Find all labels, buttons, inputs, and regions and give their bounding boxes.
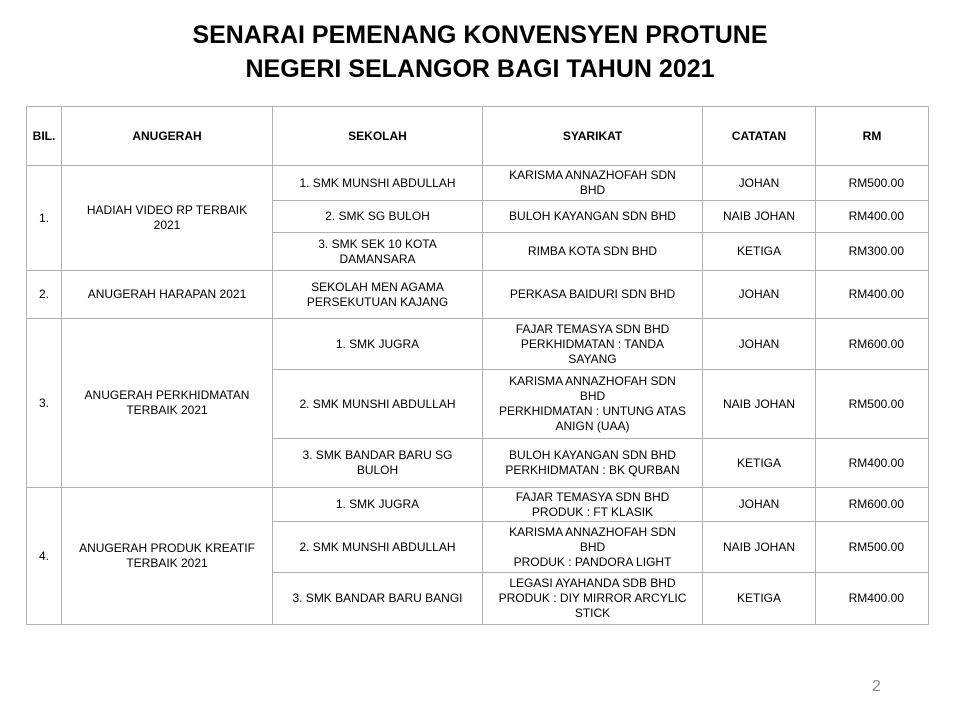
sekolah-cell-line: SEKOLAH MEN AGAMA <box>311 279 444 294</box>
syarikat-cell <box>483 488 703 522</box>
sekolah-cell <box>273 233 483 271</box>
header-sekolah: SEKOLAH <box>273 107 483 166</box>
syarikat-cell <box>483 522 703 573</box>
anugerah-cell-line: ANUGERAH PRODUK KREATIF <box>79 541 255 555</box>
syarikat-cell-line: FAJAR TEMASYA SDN BHD <box>515 321 670 336</box>
sekolah-cell <box>273 573 483 625</box>
rm-cell: RM400.00 <box>816 573 929 625</box>
rm-cell: RM600.00 <box>816 319 929 370</box>
anugerah-cell <box>62 166 273 271</box>
catatan-cell: JOHAN <box>703 271 816 319</box>
header-anugerah: ANUGERAH <box>62 107 273 166</box>
syarikat-cell-line: PERKHIDMATAN : TANDA <box>520 336 665 351</box>
syarikat-cell <box>483 201 703 233</box>
catatan-cell: JOHAN <box>703 488 816 522</box>
catatan-cell: JOHAN <box>703 166 816 201</box>
header-bil: BIL. <box>27 107 62 166</box>
table-row <box>27 271 929 319</box>
rm-cell: RM500.00 <box>816 370 929 439</box>
anugerah-cell-line: 2021 <box>153 218 181 232</box>
bil-cell: 2. <box>27 271 62 319</box>
sekolah-cell <box>273 319 483 370</box>
syarikat-cell <box>483 370 703 439</box>
sekolah-cell-line: PERSEKUTUAN KAJANG <box>306 294 449 309</box>
sekolah-cell-line: 2. SMK MUNSHI ABDULLAH <box>299 396 456 411</box>
syarikat-cell <box>483 439 703 488</box>
syarikat-cell-line: ANIGN (UAA) <box>555 419 630 433</box>
catatan-cell: KETIGA <box>703 439 816 488</box>
sekolah-cell <box>273 439 483 488</box>
syarikat-cell-line: BULOH KAYANGAN SDN BHD <box>509 448 676 462</box>
table-row <box>27 166 929 201</box>
syarikat-cell <box>483 319 703 370</box>
rm-cell: RM300.00 <box>816 233 929 271</box>
page-number: 2 <box>872 678 881 695</box>
anugerah-cell-line: ANUGERAH HARAPAN 2021 <box>87 287 247 301</box>
header-syarikat: SYARIKAT <box>483 107 703 166</box>
table-body <box>27 166 929 625</box>
syarikat-cell-line: SAYANG <box>568 351 617 366</box>
catatan-cell: KETIGA <box>703 233 816 271</box>
syarikat-cell-line: PRODUK : DIY MIRROR ARCYLIC <box>498 591 687 605</box>
rm-cell: RM500.00 <box>816 166 929 201</box>
anugerah-cell-line: TERBAIK 2021 <box>126 556 208 570</box>
table-header-row <box>27 107 929 166</box>
catatan-cell: NAIB JOHAN <box>703 522 816 573</box>
page-title <box>0 18 960 86</box>
syarikat-cell-line: STICK <box>574 606 611 620</box>
title-line-2: NEGERI SELANGOR BAGI TAHUN 2021 <box>245 55 715 83</box>
syarikat-cell-line: PERKASA BAIDURI SDN BHD <box>509 287 676 301</box>
syarikat-cell-line: KARISMA ANNAZHOFAH SDN <box>509 374 676 388</box>
syarikat-cell-line: RIMBA KOTA SDN BHD <box>527 244 658 258</box>
syarikat-cell-line: FAJAR TEMASYA SDN BHD <box>515 489 670 504</box>
bil-cell: 1. <box>27 166 62 271</box>
catatan-cell: KETIGA <box>703 573 816 625</box>
bil-cell: 3. <box>27 319 62 488</box>
syarikat-cell-line: BHD <box>579 539 606 554</box>
anugerah-cell-line: TERBAIK 2021 <box>126 403 208 417</box>
sekolah-cell-line: 2. SMK MUNSHI ABDULLAH <box>299 539 456 554</box>
anugerah-cell-line: ANUGERAH PERKHIDMATAN <box>84 388 250 402</box>
table-row <box>27 319 929 370</box>
sekolah-cell-line: 3. SMK SEK 10 KOTA <box>318 236 437 251</box>
catatan-cell: JOHAN <box>703 319 816 370</box>
anugerah-cell <box>62 319 273 488</box>
syarikat-cell <box>483 166 703 201</box>
sekolah-cell <box>273 522 483 573</box>
rm-cell: RM400.00 <box>816 201 929 233</box>
syarikat-cell-line: PERKHIDMATAN : BK QURBAN <box>505 463 680 477</box>
sekolah-cell <box>273 271 483 319</box>
sekolah-cell-line: 2. SMK SG BULOH <box>325 209 430 223</box>
syarikat-cell-line: KARISMA ANNAZHOFAH SDN <box>509 524 676 539</box>
syarikat-cell-line: BHD <box>579 389 606 403</box>
syarikat-cell-line: PRODUK : PANDORA LIGHT <box>513 554 672 569</box>
sekolah-cell <box>273 488 483 522</box>
sekolah-cell-line: 1. SMK MUNSHI ABDULLAH <box>299 175 456 190</box>
rm-cell: RM600.00 <box>816 488 929 522</box>
anugerah-cell-line: HADIAH VIDEO RP TERBAIK <box>86 203 248 217</box>
syarikat-cell-line: PERKHIDMATAN : UNTUNG ATAS <box>498 404 687 418</box>
header-catatan: CATATAN <box>703 107 816 166</box>
syarikat-cell-line: BHD <box>579 183 606 197</box>
table-row <box>27 488 929 522</box>
sekolah-cell <box>273 370 483 439</box>
sekolah-cell-line: DAMANSARA <box>339 251 416 266</box>
syarikat-cell-line: BULOH KAYANGAN SDN BHD <box>509 209 676 223</box>
syarikat-cell <box>483 573 703 625</box>
catatan-cell: NAIB JOHAN <box>703 201 816 233</box>
winners-table <box>26 106 929 625</box>
anugerah-cell <box>62 488 273 625</box>
syarikat-cell <box>483 233 703 271</box>
sekolah-cell-line: 3. SMK BANDAR BARU SG <box>302 448 453 462</box>
catatan-cell: NAIB JOHAN <box>703 370 816 439</box>
sekolah-cell-line: BULOH <box>356 463 399 477</box>
syarikat-cell-line: LEGASI AYAHANDA SDB BHD <box>509 576 676 590</box>
rm-cell: RM400.00 <box>816 439 929 488</box>
title-line-1: SENARAI PEMENANG KONVENSYEN PROTUNE <box>192 21 768 49</box>
anugerah-cell <box>62 271 273 319</box>
syarikat-cell-line: KARISMA ANNAZHOFAH SDN <box>509 168 676 182</box>
sekolah-cell-line: 1. SMK JUGRA <box>335 497 420 511</box>
rm-cell: RM500.00 <box>816 522 929 573</box>
sekolah-cell-line: 1. SMK JUGRA <box>335 336 420 351</box>
sekolah-cell <box>273 201 483 233</box>
rm-cell: RM400.00 <box>816 271 929 319</box>
sekolah-cell-line: 3. SMK BANDAR BARU BANGI <box>292 591 463 605</box>
syarikat-cell-line: PRODUK : FT KLASIK <box>531 504 654 519</box>
syarikat-cell <box>483 271 703 319</box>
header-rm: RM <box>816 107 929 166</box>
sekolah-cell <box>273 166 483 201</box>
bil-cell: 4. <box>27 488 62 625</box>
